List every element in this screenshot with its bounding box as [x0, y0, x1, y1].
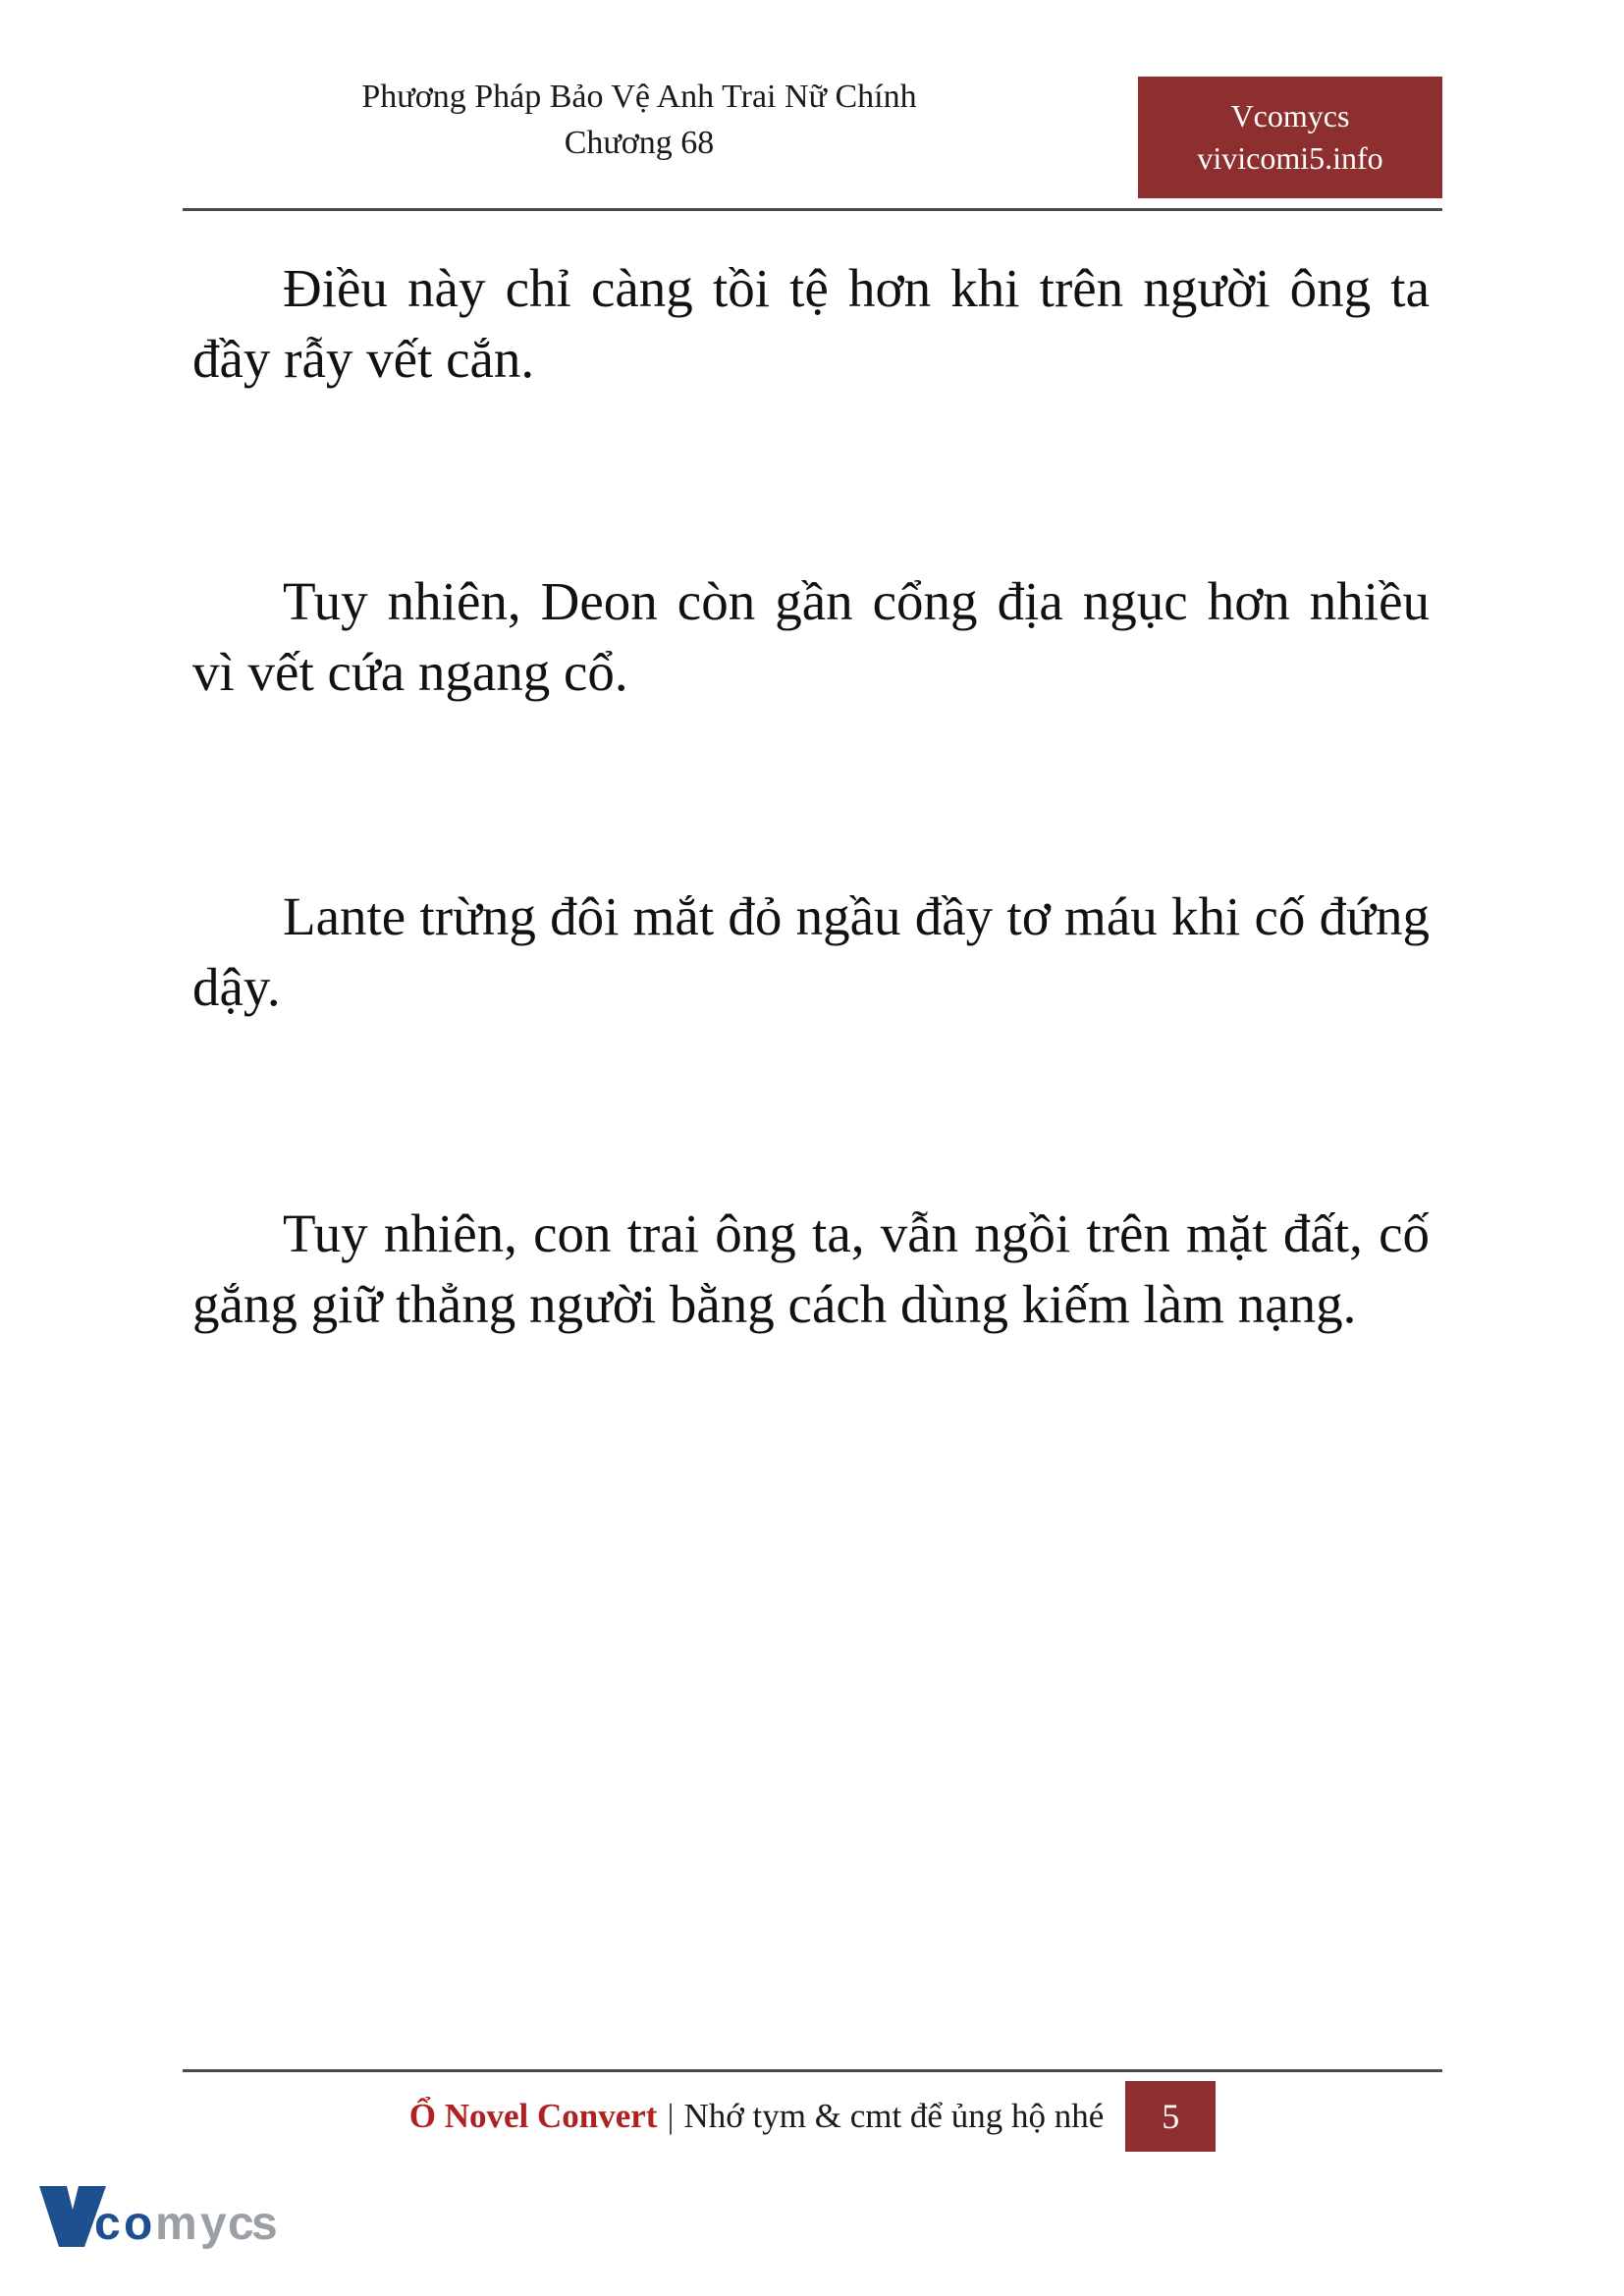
site-badge-url: vivicomi5.info: [1197, 140, 1383, 176]
svg-text:y: y: [200, 2198, 227, 2250]
paragraph: Điều này chỉ càng tồi tệ hơn khi trên người ông ta đầy rẫy vết cắn.: [192, 258, 1430, 389]
footer-separator: |: [667, 2097, 675, 2135]
paragraph: Lante trừng đôi mắt đỏ ngầu đầy tơ máu khi cố đứng dậy.: [192, 886, 1430, 1017]
page-header: [183, 75, 1442, 208]
footer-brand: Ổ Novel Convert: [408, 2097, 658, 2135]
chapter-label: Chương 68: [564, 124, 715, 161]
footer-content: [409, 2081, 1217, 2152]
page-footer: [183, 2081, 1442, 2152]
footer-note: Nhớ tym & cmt để ủng hộ nhé: [683, 2097, 1105, 2135]
paragraph: Tuy nhiên, Deon còn gần cổng địa ngục hơn nhiều vì vết cứa ngang cổ.: [192, 571, 1430, 702]
header-divider: [183, 208, 1442, 211]
paragraph: Tuy nhiên, con trai ông ta, vẫn ngồi trên mặt đất, cố gắng giữ thẳng người bằng cách dùng kiếm làm nạng.: [192, 1203, 1430, 1334]
svg-text:c: c: [94, 2198, 121, 2250]
book-title: Phương Pháp Bảo Vệ Anh Trai Nữ Chính: [361, 79, 917, 115]
site-badge: [1138, 77, 1442, 198]
footer-divider: [183, 2069, 1442, 2072]
vcomycs-watermark-logo: [33, 2166, 279, 2274]
site-badge-name: Vcomycs: [1230, 97, 1350, 133]
svg-text:s: s: [251, 2198, 278, 2250]
svg-text:o: o: [124, 2198, 153, 2250]
header-title-block: [183, 75, 1096, 167]
page-content: [192, 253, 1430, 1433]
svg-text:m: m: [155, 2198, 197, 2250]
svg-text:c: c: [228, 2198, 254, 2250]
page-number: 5: [1125, 2081, 1216, 2152]
